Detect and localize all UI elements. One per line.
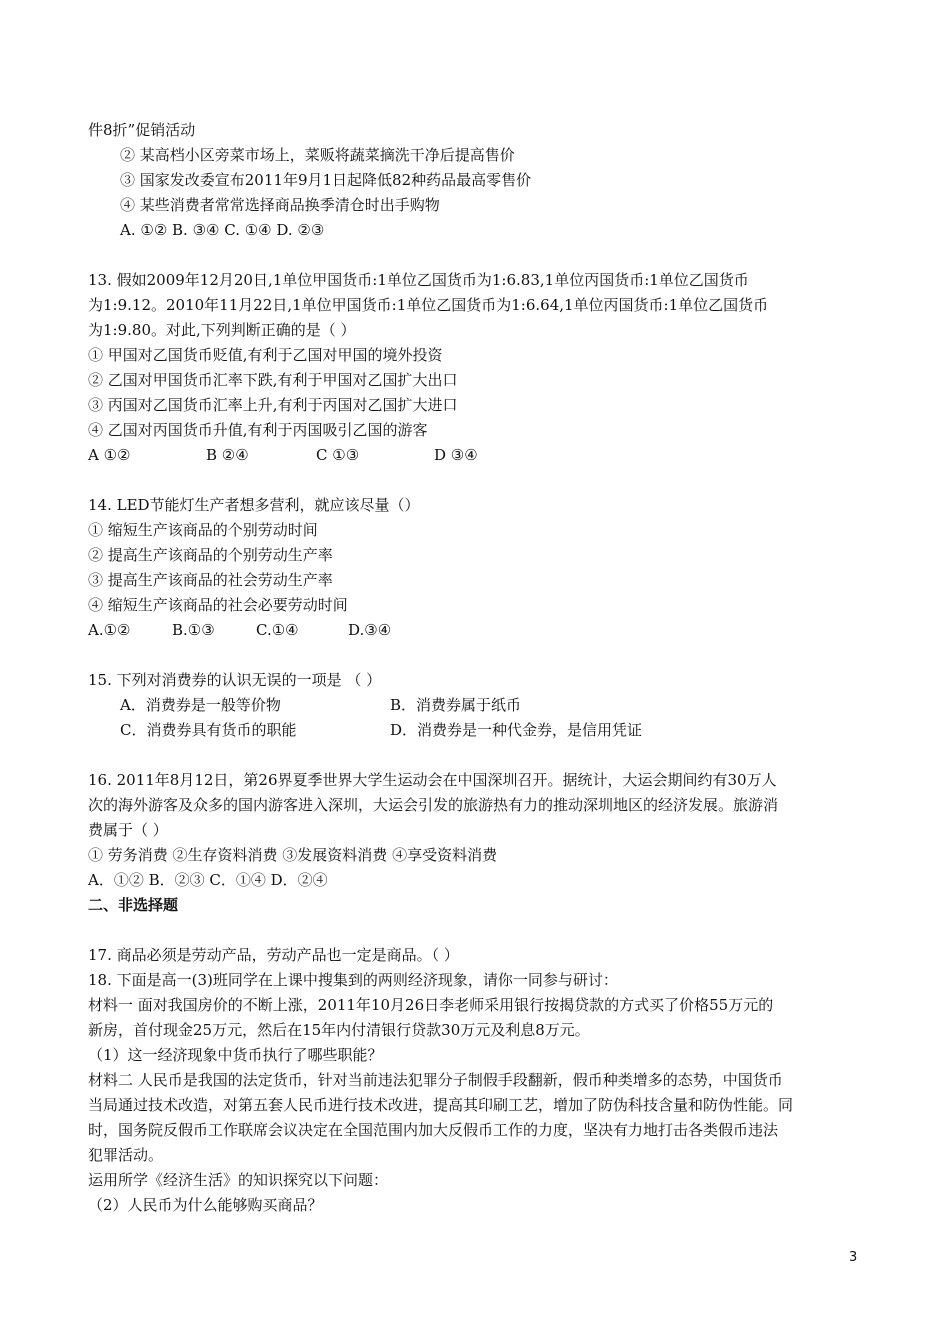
q16-items: ① 劳务消费 ②生存资料消费 ③发展资料消费 ④享受资料消费 [88,846,498,864]
q15-options-row-2 [88,718,863,743]
q12-continuation: 件8折”促销活动 [88,121,196,139]
q14-option-b: B.①③ [172,621,215,639]
q18-material-2-line-2: 当局通过技术改造，对第五套人民币进行技术改进，提高其印刷工艺，增加了防伪科技含量和防伪性能。同 [88,1096,794,1114]
q14-option-d: D.③④ [348,621,392,639]
q12-item-2: ② 某高档小区旁菜市场上，菜贩将蔬菜摘洗干净后提高售价 [120,146,515,164]
q13-stem-line-2: 为1:9.12。2010年11月22日,1单位甲国货币:1单位乙国货币为1:6.64,1单位丙国货币:1单位乙国货币 [88,296,769,314]
q13-item-4: ④ 乙国对丙国货币升值,有利于丙国吸引乙国的游客 [88,421,428,439]
section-title: 二、非选择题 [88,896,179,914]
q13-option-a: A ①② [88,446,131,464]
q15-stem: 15. 下列对消费券的认识无误的一项是 （ ） [88,671,382,689]
q16-stem-line-2: 次的海外游客及众多的国内游客进入深圳，大运会引发的旅游热有力的推动深圳地区的经济发展。旅游消 [88,796,779,814]
q13-stem-line-1: 13. 假如2009年12月20日,1单位甲国货币:1单位乙国货币为1:6.83,1单位丙国货币:1单位乙国货币 [88,271,749,289]
q14-option-c: C.①④ [256,621,299,639]
q18-material-1-line-1: 材料一 面对我国房价的不断上涨，2011年10月26日李老师采用银行按揭贷款的方式买了价格55万元的 [88,996,774,1014]
q18-question-1: （1）这一经济现象中货币执行了哪些职能？ [88,1046,383,1064]
q12-item-3: ③ 国家发改委宣布2011年9月1日起降低82种药品最高零售价 [120,171,532,189]
document-page [88,118,863,1218]
q14-stem: 14. LED节能灯生产者想多营利，就应该尽量（） [88,496,420,514]
q15-option-c: C．消费券具有货币的职能 [120,721,297,739]
q14-options [88,618,863,643]
q13-item-3: ③ 丙国对乙国货币汇率上升,有利于丙国对乙国扩大进口 [88,396,458,414]
spacer [88,468,863,493]
q13-item-1: ① 甲国对乙国货币贬值,有利于乙国对甲国的境外投资 [88,346,443,364]
q17-stem: 17. 商品必须是劳动产品，劳动产品也一定是商品。（ ） [88,946,459,964]
spacer [88,918,863,943]
q14-item-4: ④ 缩短生产该商品的社会必要劳动时间 [88,596,348,614]
q18-instruction: 运用所学《经济生活》的知识探究以下问题： [88,1171,389,1189]
q16-stem-line-3: 费属于（ ） [88,821,168,839]
q14-item-3: ③ 提高生产该商品的社会劳动生产率 [88,571,333,589]
q13-option-c: C ①③ [316,446,360,464]
spacer [88,743,863,768]
q14-item-2: ② 提高生产该商品的个别劳动生产率 [88,546,333,564]
q16-stem-line-1: 16. 2011年8月12日，第26界夏季世界大学生运动会在中国深圳召开。据统计，大运会期间约有30万人 [88,771,777,789]
q13-item-2: ② 乙国对甲国货币汇率下跌,有利于甲国对乙国扩大出口 [88,371,458,389]
q18-material-2-line-1: 材料二 人民币是我国的法定货币，针对当前违法犯罪分子制假手段翻新，假币种类增多的态势，中国货币 [88,1071,783,1089]
q12-options: A. ①② B. ③④ C. ①④ D. ②③ [120,221,325,239]
q18-stem: 18. 下面是高一(3)班同学在上课中搜集到的两则经济现象，请你一同参与研讨： [88,971,618,989]
q15-option-a: A．消费券是一般等价物 [120,696,281,714]
page-number: 3 [849,1250,858,1265]
q14-option-a: A.①② [88,621,131,639]
q18-question-2: （2）人民币为什么能够购买商品？ [88,1196,323,1214]
spacer [88,243,863,268]
q18-material-2-line-4: 犯罪活动。 [88,1146,164,1164]
q12-item-4: ④ 某些消费者常常选择商品换季清仓时出手购物 [120,196,440,214]
q13-option-d: D ③④ [434,446,478,464]
q18-material-2-line-3: 时，国务院反假币工作联席会议决定在全国范围内加大反假币工作的力度，坚决有力地打击各类假币违法 [88,1121,779,1139]
q18-material-1-line-2: 新房，首付现金25万元，然后在15年内付清银行贷款30万元及利息8万元。 [88,1021,590,1039]
q16-options: A．①② B．②③ C．①④ D．②④ [88,871,328,889]
spacer [88,643,863,668]
q15-options-row-1 [88,693,863,718]
q13-option-b: B ②④ [206,446,249,464]
q14-item-1: ① 缩短生产该商品的个别劳动时间 [88,521,318,539]
q13-options [88,443,863,468]
q15-option-d: D．消费券是一种代金券，是信用凭证 [390,721,643,739]
q13-stem-line-3: 为1:9.80。对此,下列判断正确的是（ ） [88,321,356,339]
q15-option-b: B．消费券属于纸币 [390,696,522,714]
